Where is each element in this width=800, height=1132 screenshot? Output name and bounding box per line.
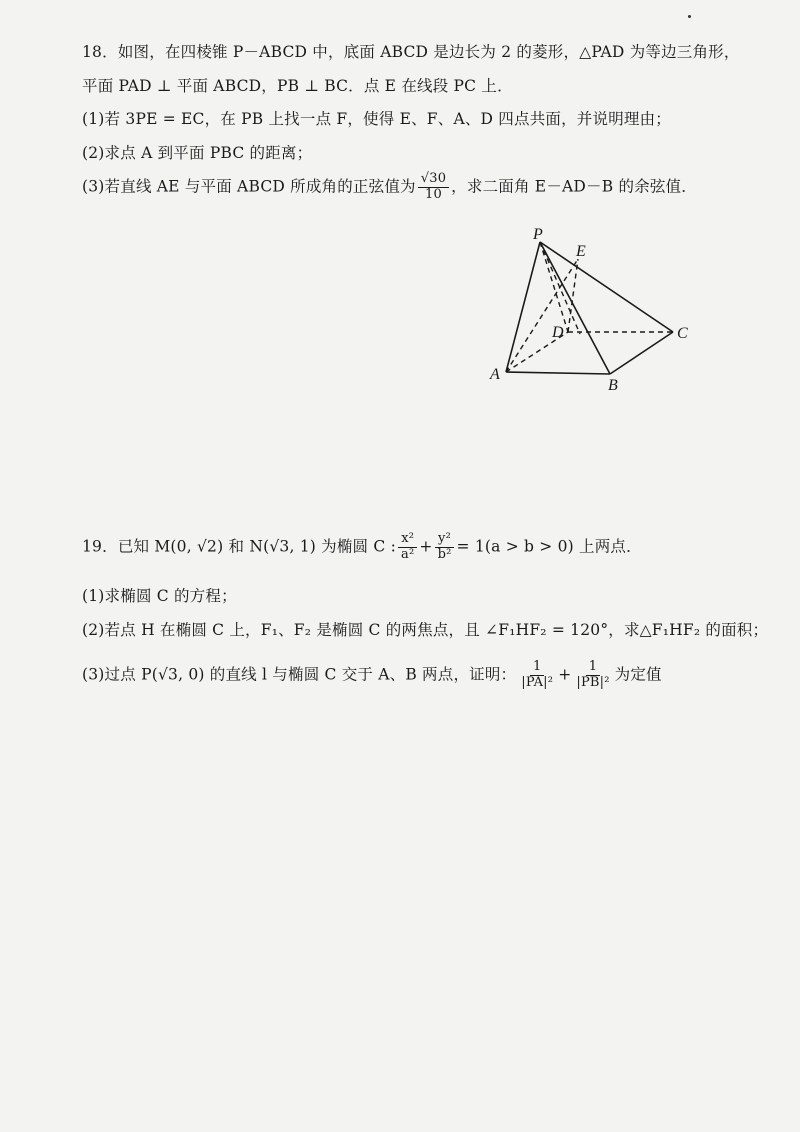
fraction-numerator: x² [398,532,417,548]
fraction-denominator: a² [401,546,415,562]
fraction-denominator: |PB|² [576,674,610,690]
edge-PA [506,242,540,372]
plus-sign: + [419,537,433,556]
q19-part3 [82,660,662,691]
q18-part1: (1)若 3PE = EC，在 PB 上找一点 F，使得 E、F、A、D 四点共面，并说明理由； [82,110,672,128]
q19-intro [82,532,642,563]
vertex-label-E: E [576,243,586,260]
edge-PB [540,242,610,374]
q18-part2: (2)求点 A 到平面 PBC 的距离； [82,144,313,162]
y2-over-b2-fraction [435,532,455,563]
q18-intro-line1: 18．如图，在四棱锥 P－ABCD 中，底面 ABCD 是边长为 2 的菱形，△PAD 为等边三角形， [82,43,740,61]
fraction-numerator: 1 [530,660,544,676]
one-over-PB2-fraction [573,660,612,691]
plus-sign: + [558,665,572,684]
q18-intro-line2: 平面 PAD ⊥ 平面 ABCD，PB ⊥ BC．点 E 在线段 PC 上． [82,77,513,95]
segment-DE-hidden [568,259,578,332]
q19-intro-before: 19．已知 M(0, √2) 和 N(√3, 1) 为椭圆 C : [82,537,396,556]
fraction-numerator: y² [435,532,454,548]
q19-part3-after: 为定值 [614,665,662,684]
sqrt30-over-10-fraction [418,172,449,203]
vertex-label-A: A [490,366,500,383]
fraction-denominator: |PA|² [521,674,554,690]
q19-intro-after: = 1(a > b > 0) 上两点． [456,537,642,556]
q19-part2: (2)若点 H 在椭圆 C 上，F₁、F₂ 是椭圆 C 的两焦点，且 ∠F₁HF₂ = 120°，求△F₁HF₂ 的面积； [82,621,769,639]
q19-part3-before: (3)过点 P(√3, 0) 的直线 l 与椭圆 C 交于 A、B 两点，证明： [82,665,517,684]
vertex-label-B: B [608,377,618,394]
q18-part3 [82,172,697,203]
fraction-denominator: b² [437,546,452,562]
fraction-numerator: 1 [586,660,600,676]
edge-BC [610,332,673,374]
q19-part1: (1)求椭圆 C 的方程； [82,587,237,605]
fraction-denominator: 10 [424,186,442,202]
edge-AB [506,372,610,374]
scan-dot [688,15,691,18]
fraction-numerator: √30 [418,172,449,188]
pyramid-figure [470,222,710,402]
one-over-PA2-fraction [518,660,556,691]
q18-part3-text-before: (3)若直线 AE 与平面 ABCD 所成角的正弦值为 [82,177,416,196]
vertex-label-C: C [677,325,688,342]
x2-over-a2-fraction [398,532,417,563]
q18-part3-text-after: ，求二面角 E－AD－B 的余弦值． [451,177,697,196]
segment-AE-hidden [506,259,578,372]
pyramid-diagram [470,222,710,402]
vertex-label-D: D [552,324,564,341]
vertex-label-P: P [533,226,543,243]
